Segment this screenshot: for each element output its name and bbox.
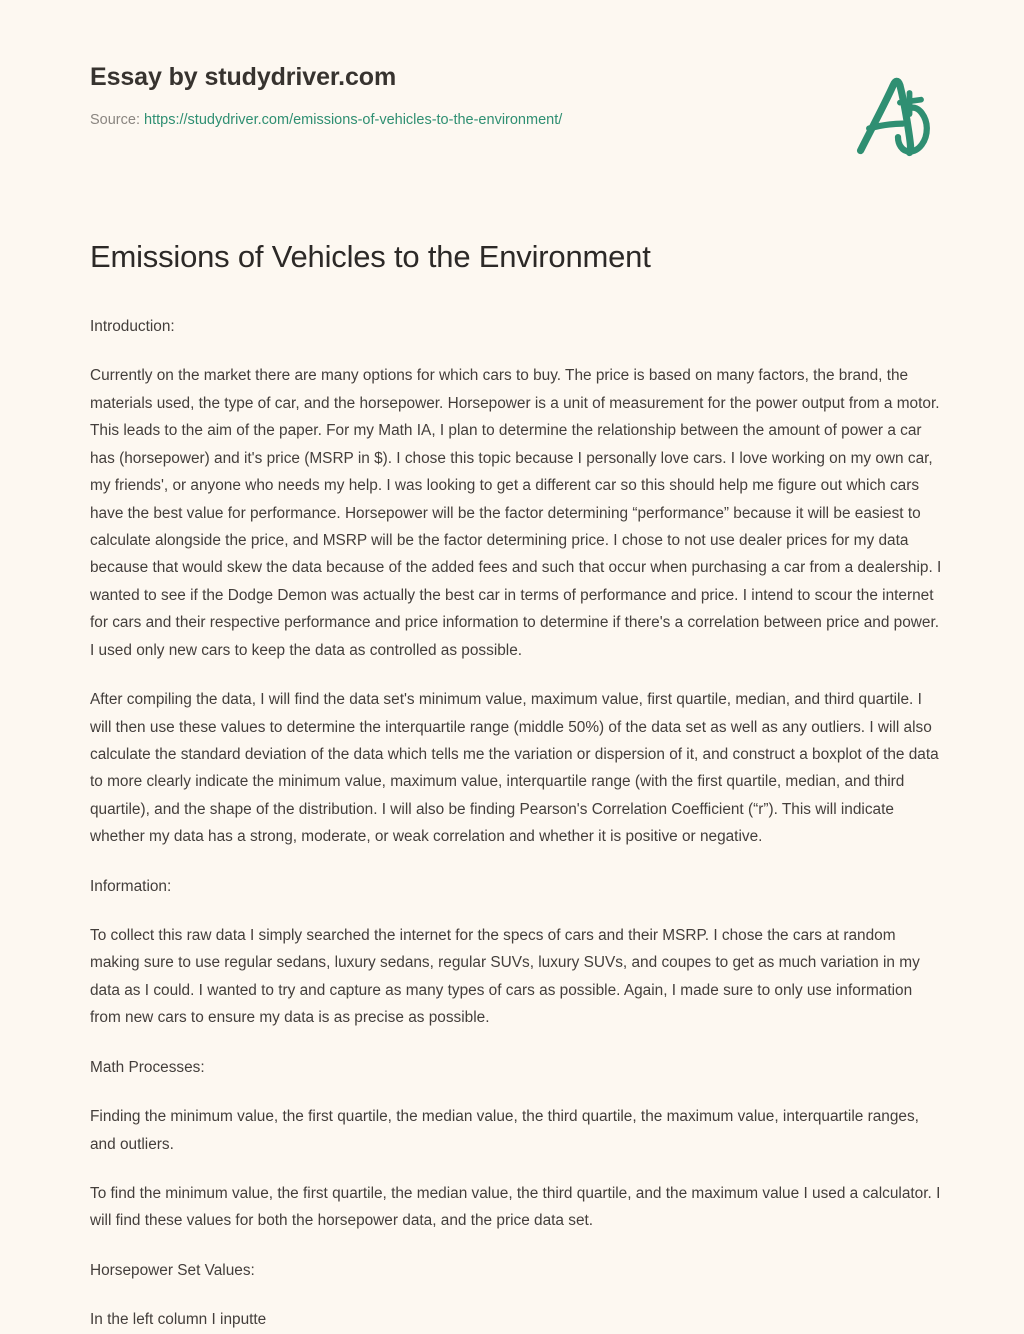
paragraph-horsepower-heading: Horsepower Set Values: (90, 1261, 255, 1279)
paragraph-methodology: After compiling the data, I will find the data set's minimum value, maximum value, first quartile, median, and third quartile. I will then use these values to determine the interquartile range (middle 50%) of the data set as well as any outliers. I will also calculate the standard deviation of the data which tells me the variation or dispersion of it, and construct a boxplot of the data to more clearly indicate the minimum value, maximum value, interquartile range (with the first quartile, median, and third quartile), and the shape of the distribution. I will also be finding Pearson's Correlation Coefficient (“r”). This will indicate whether my data has a strong, moderate, or weak correlation and whether it is positive or negative. (90, 691, 939, 846)
paragraph-math-processes-list: Finding the minimum value, the first quartile, the median value, the third quartile, the maximum value, interquartile ranges, and outliers. (90, 1108, 919, 1153)
paragraph-intro-body: Currently on the market there are many options for which cars to buy. The price is based on many factors, the brand, the materials used, the type of car, and the horsepower. Horsepower is a unit of measurement for the power output from a motor. This leads to the aim of the paper. For my Math IA, I plan to determine the relationship between the amount of power a car has (horsepower) and it's price (MSRP in $). I chose this topic because I personally love cars. I love working on my own car, my friends', or anyone who needs my help. I was looking to get a different car so this should help me figure out which cars have the best value for performance. Horsepower will be the factor determining “performance” because it will be easiest to calculate alongside the price, and MSRP will be the factor determining price. I chose to not use dealer prices for my data because that would skew the data because of the added fees and such that occur when purchasing a car from a dealership. I wanted to see if the Dodge Demon was actually the best car in terms of performance and price. I intend to scour the internet for cars and their respective performance and price information to determine if there's a correlation between price and power. I used only new cars to keep the data as controlled as possible. (90, 367, 942, 659)
document-header (0, 0, 1024, 130)
paragraph-truncated-tail: In the left column I inputte (90, 1311, 267, 1329)
paragraph-information-heading: Information: (90, 877, 172, 895)
article-body (90, 313, 942, 1334)
source-label: Source: (90, 112, 140, 128)
paragraph-math-processes-heading: Math Processes: (90, 1058, 205, 1076)
brand-title: Essay by studydriver.com (90, 63, 397, 91)
paragraph-information-body: To collect this raw data I simply searched the internet for the specs of cars and their MSRP. I chose the cars at random making sure to use regular sedans, luxury sedans, regular SUVs, luxury SUVs, and coupes to get as much variation in my data as I could. I wanted to try and capture as many types of cars as possible. Again, I made sure to only use information from new cars to ensure my data is as precise as possible. (90, 927, 920, 1027)
a-plus-grade-logo-icon (850, 68, 946, 164)
paragraph-introduction-heading: Introduction: (90, 318, 175, 336)
page-title: Emissions of Vehicles to the Environment (90, 239, 651, 275)
source-url-link[interactable]: https://studydriver.com/emissions-of-vehicles-to-the-environment/ (144, 112, 563, 128)
paragraph-calculator-note: To find the minimum value, the first quartile, the median value, the third quartile, and the maximum value I used a calculator. I will find these values for both the horsepower data, and the price data set. (90, 1185, 941, 1230)
source-line (90, 110, 946, 130)
article (0, 238, 1024, 1333)
